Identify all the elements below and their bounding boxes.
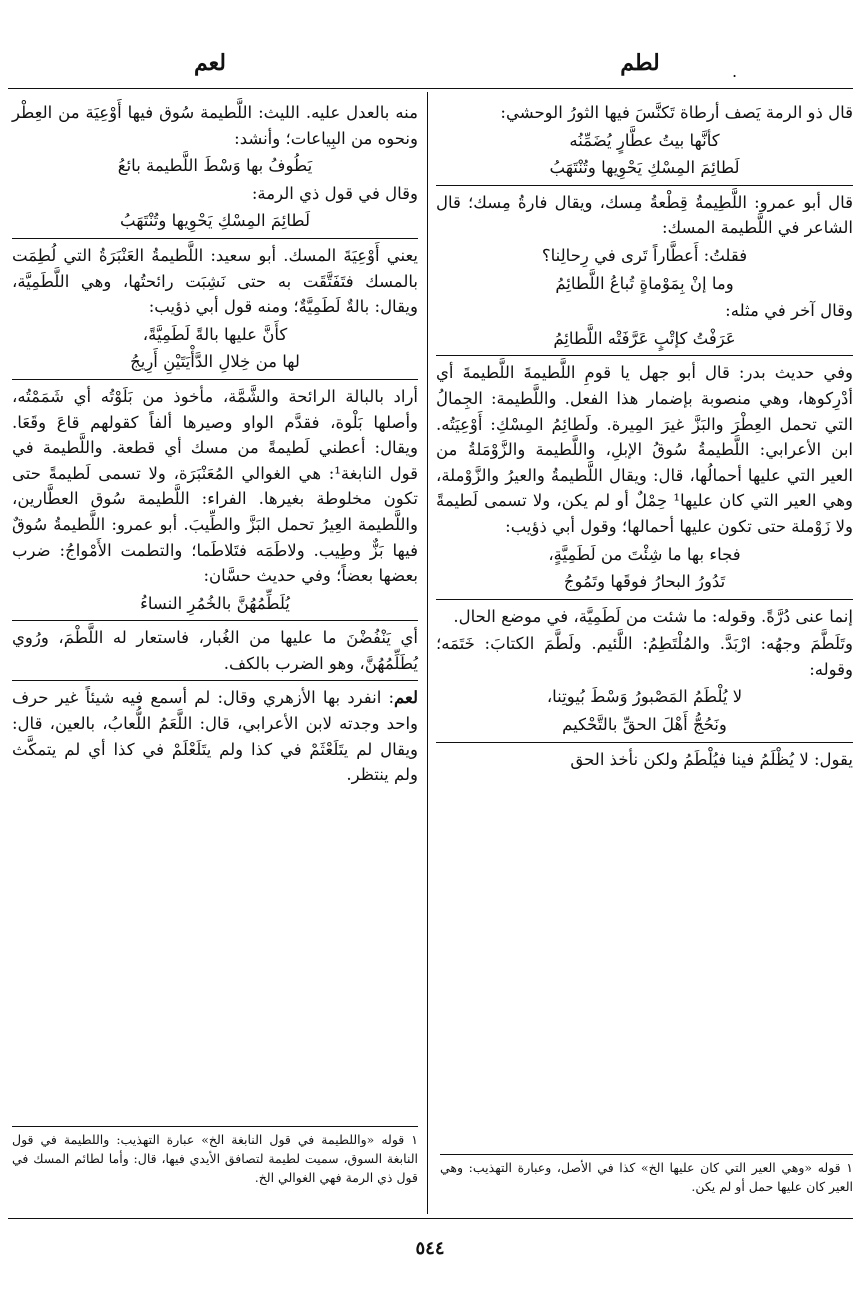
paragraph: أي يَنْفُضْنَ ما عليها من الغُبار، فاستعار له اللَّطْمَ، ورُوي يُطَلِّمُهُنَّ، وهو الضرب بالكف. bbox=[12, 628, 418, 673]
paragraph: قال أبو عمرو: اللَّطِيمةُ قِطْعةُ مِسك، ويقال فارةُ مِسك؛ قال الشاعر في اللَّطيمة المسك: bbox=[436, 192, 853, 238]
verse-line: كأَنَّ عليها بالةً لَطَمِيَّةً، bbox=[142, 324, 288, 344]
top-rule bbox=[8, 88, 853, 89]
section-rule bbox=[436, 185, 853, 186]
verse-line: لَطائِمَ المِسْكِ يَحْوِيها وتُنْتَهَبُ bbox=[120, 211, 310, 231]
verse-line: يُلَطِّمُهُنَّ بالخُمُرِ النساءُ bbox=[140, 593, 290, 613]
section-rule bbox=[436, 599, 853, 600]
section-rule bbox=[12, 238, 418, 239]
paragraph: وتَلَطَّمَ وجهُه: ارْبَدَّ. والمُلْتَطِمُ: اللَّئيم. ولَطَّمَ الكتابَ: خَتَمَه؛ وقوله: bbox=[436, 634, 853, 679]
verse-line: وما إنْ بِمَوْماةٍ تُباعُ اللَّطائِمُ bbox=[555, 273, 734, 293]
bottom-rule bbox=[8, 1218, 853, 1219]
footnote-right: ١ قوله «وهي العير التي كان عليها الخ» كذا في الأصل، وعبارة التهذيب: وهي العير كان عليها حمل أو لم يكن. bbox=[440, 1154, 853, 1196]
entry-headword: لعم bbox=[394, 688, 418, 708]
verse-line: ونَحُجُّ أَهْلَ الحقِّ بالتَّحْكيم bbox=[562, 715, 727, 735]
paragraph: قال ذو الرمة يَصف أرطاة تَكنَّسَ فيها الثورُ الوحشي: bbox=[500, 103, 853, 122]
verse-line: لها من خِلالِ الدَّأْيَتَيْنِ أَرِيجُ bbox=[130, 352, 300, 372]
entry-lam bbox=[12, 685, 418, 787]
paragraph: وقال آخر في مثله: bbox=[725, 301, 853, 321]
paragraph: يعني أَوْعِيَةَ المسك. أبو سعيد: اللَّطيمةُ العَنْبَرَةُ التي لُطِمَت بالمسك فتَفَتَّقَت به حتى نَشِبَت رائحتُها، وهي اللَّطَمِيَّة، ويقال: بالةٌ لَطَمِيَّةٌ؛ ومنه قول أبي ذؤيب: bbox=[12, 245, 418, 317]
paragraph: منه بالعدل عليه. الليث: اللَّطيمة سُوق فيها أَوْعِيَة من العِطْر ونحوه من البِياعات؛ وأنشد: bbox=[12, 103, 418, 148]
paragraph: وقال في قول ذي الرمة: bbox=[251, 183, 418, 203]
right-column bbox=[436, 100, 853, 774]
running-head-right: لطم bbox=[620, 50, 660, 76]
verse-line: لَطائِمَ المِسْكِ يَحْوِيها وتُنْتَهَبُ bbox=[549, 158, 740, 178]
section-rule bbox=[12, 620, 418, 621]
section-rule bbox=[436, 355, 853, 356]
left-column bbox=[12, 100, 418, 790]
paragraph: إنما عنى دُرَّةً. وقوله: ما شئت من لَطَمِيَّة، في موضع الحال. bbox=[453, 606, 853, 626]
paragraph: يقول: لا يُظْلَمُ فينا فيُلْطَمُ ولكن نأخذ الحق bbox=[570, 749, 853, 769]
paragraph: وفي حديث بدر: قال أبو جهل يا قومِ اللَّطيمةَ اللَّطيمةَ أي أدْرِكوها، وهي منصوبة بإضمار هذا الفعل. واللَّطيمة: الجِمالُ التي تحمل العِطْرَ والبَزَّ غيرَ المِيرة. ولَطائِمُ المِسْكِ: أَوْعِيَتُه. ابن الأعرابي: اللَّطيمةُ سُوقُ الإبلِ، واللَّطيمة والزَّوْمَلةُ من العير التي عليها أحمالُها، قال: ويقال اللَّطيمةُ والعيرُ والزَّوْملة، وهي العير التي كان عليها¹ حِمْلٌ أو لم يكن، ولا تسمى لَطيمةً ولا زَوْملة حتى تكون عليها أحمالها؛ وقول أبي ذؤيب: bbox=[436, 363, 853, 536]
verse-line: تَدُورُ البحارُ فوقَها وتَمُوجُ bbox=[563, 572, 726, 592]
entry-text: : انفرد بها الأزهري وقال: لم أسمع فيه شيئاً غير حرف واحد وجدته لابن الأعرابي، قال: اللَّعَمُ اللُّعابُ، بالعين، قال: ويقال لم يتَلَعْثَمْ في كذا ولم يتَلَعْلَمْ في كذا أي لم يتمكَّث ولم ينتظر. bbox=[12, 688, 418, 785]
paragraph: أراد بالبالة الرائحة والشَّمَّة، مأخوذ من بَلَوْتُه أي شَمَمْتُه، وأصلها بَلْوة، فقدَّم الواو وصيرها ألفاً كقولهم قاعَ وقَعَا. ويقال: أعطني لَطيمةً من مسك أي قطعة. واللَّطيمة في قول النابغة¹: هي الغوالي المُعَنْبَرَة، ولا تسمى لَطيمةً حتى تكون مخلوطة بغيرها. الفراء: اللَّطيمة سُوق العطَّارين، واللَّطيمة العِيرُ تحمل البَزَّ والطِّيبَ. أبو عمرو: اللَّطيمةُ سُوقٌ فيها بَزٌّ وطِيب. ولاطَمَه فتَلاطَما؛ والتطمت الأَمْواجُ: ضرب بعضها بعضاً؛ وفي حديث حسَّان: bbox=[12, 386, 418, 586]
section-rule bbox=[436, 742, 853, 743]
verse-line: لا يُلْطَمُ المَصْبورُ وَسْطَ بُيوتِنا، bbox=[546, 687, 743, 707]
verse-line: فجاء بها ما شِئْتَ من لَطَمِيَّةٍ، bbox=[548, 544, 741, 564]
section-rule bbox=[12, 680, 418, 681]
running-head-left: لعم bbox=[194, 50, 226, 76]
column-divider bbox=[427, 92, 428, 1214]
verse-line: فقلتُ: أَعطَّاراً تَرى في رِحالِنا؟ bbox=[541, 245, 748, 265]
footnote-left: ١ قوله «واللطيمة في قول النابغة الخ» عبارة التهذيب: واللطيمة في قول النابغة السوق، سميت لطيمة لتصافق الأيدي فيها، قال: وأما لطائم المسك في قول ذي الرمة فهي الغوالي الخ. bbox=[12, 1126, 418, 1187]
verse-line: كأنَّها بيتُ عطَّارٍ يُضَمِّنُه bbox=[569, 130, 720, 150]
page-number: ٥٤٤ bbox=[415, 1238, 445, 1259]
verse-line: يَطُوفُ بها وَسْطَ اللَّطيمة بائعُ bbox=[117, 156, 313, 176]
section-rule bbox=[12, 379, 418, 380]
verse-line: عَرَفْتُ كإتْبٍ عَرَّفَتْه اللَّطائِمُ bbox=[553, 328, 736, 348]
running-head-dot: . bbox=[732, 62, 738, 81]
